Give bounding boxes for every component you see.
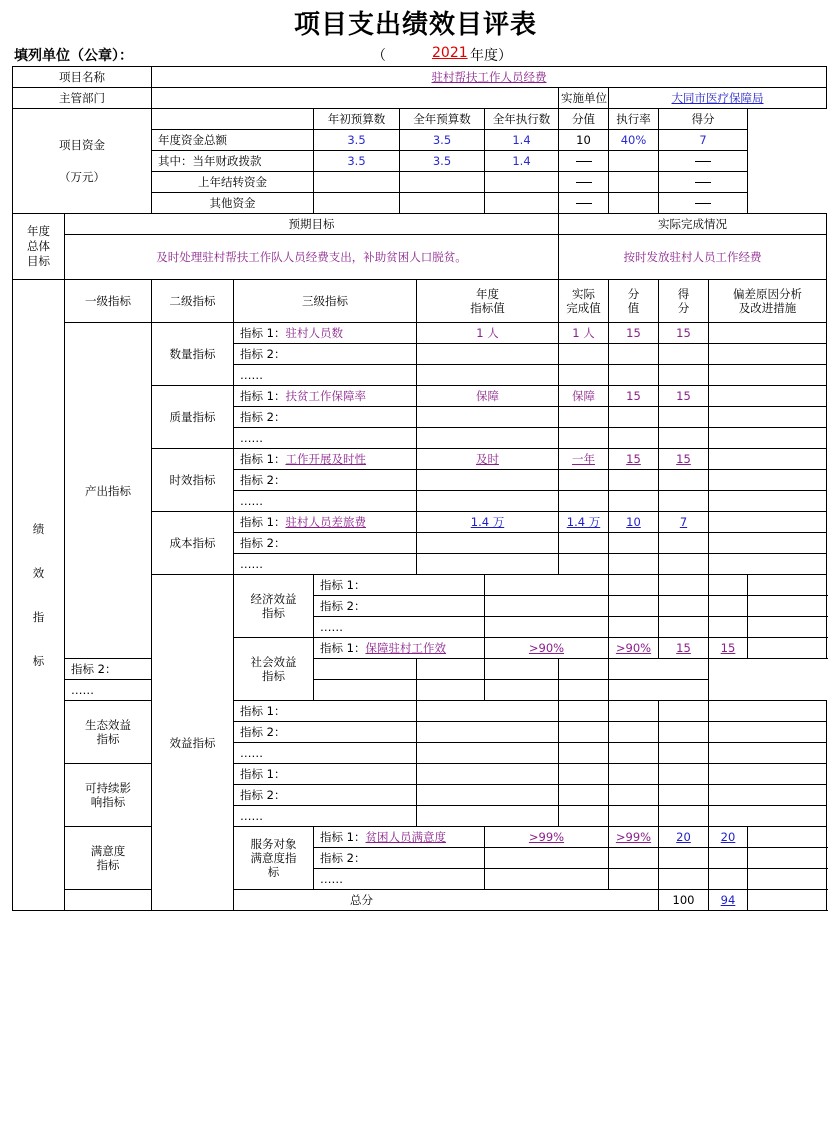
indicator-name[interactable]: …… bbox=[234, 743, 417, 764]
indicator-name[interactable]: 指标 2： bbox=[234, 722, 417, 743]
indicator-analysis[interactable] bbox=[709, 386, 827, 407]
score-header: 得 分 bbox=[659, 280, 709, 323]
indicator-actual[interactable]: >99% bbox=[609, 827, 659, 848]
funds-blank-header bbox=[152, 109, 314, 130]
perf-side-label: 绩 效 指 标 bbox=[13, 280, 65, 911]
goals-content-row bbox=[13, 235, 827, 280]
indicator-name[interactable]: 指标 2： bbox=[234, 533, 417, 554]
score-value-header: 分 值 bbox=[609, 280, 659, 323]
indicator-actual[interactable]: >90% bbox=[609, 638, 659, 659]
goals-header-row bbox=[13, 214, 827, 235]
level1-header: 一级指标 bbox=[65, 280, 152, 323]
indicator-target[interactable]: 1 人 bbox=[417, 323, 559, 344]
indicator-row bbox=[13, 659, 827, 680]
dash-mark bbox=[695, 203, 711, 204]
funds-rate[interactable]: 40% bbox=[609, 130, 659, 151]
analysis-header: 偏差原因分析 及改进措施 bbox=[709, 280, 827, 323]
actual-goal-header: 实际完成情况 bbox=[559, 214, 827, 235]
indicator-actual[interactable]: 1.4 万 bbox=[559, 512, 609, 533]
total-analysis[interactable] bbox=[748, 890, 827, 911]
funds-rate[interactable] bbox=[609, 172, 659, 193]
funds-annual[interactable]: 3.5 bbox=[400, 130, 485, 151]
quantity-indicator-label: 数量指标 bbox=[152, 323, 234, 386]
filler-row bbox=[12, 44, 826, 64]
funds-executed[interactable]: 1.4 bbox=[485, 151, 559, 172]
dept-label: 主管部门 bbox=[13, 88, 152, 109]
funds-score[interactable] bbox=[659, 151, 748, 172]
page-title: 项目支出绩效目评表 bbox=[293, 10, 537, 40]
indicator-actual[interactable]: 保障 bbox=[559, 386, 609, 407]
level2-header: 二级指标 bbox=[152, 280, 234, 323]
indicator-score[interactable]: 7 bbox=[659, 512, 709, 533]
funds-label: 项目资金 （万元） bbox=[13, 109, 152, 214]
funds-executed[interactable]: 1.4 bbox=[485, 130, 559, 151]
funds-score-value[interactable]: 10 bbox=[559, 130, 609, 151]
indicator-analysis[interactable] bbox=[748, 827, 827, 848]
funds-row-name: 其他资金 bbox=[152, 193, 314, 214]
funds-header-initial: 年初预算数 bbox=[314, 109, 400, 130]
dash-mark bbox=[576, 161, 592, 162]
indicator-name[interactable]: 指标 1：工作开展及时性 bbox=[234, 449, 417, 470]
cost-indicator-label: 成本指标 bbox=[152, 512, 234, 575]
funds-executed[interactable] bbox=[485, 172, 559, 193]
indicator-name[interactable]: 指标 2： bbox=[234, 344, 417, 365]
filler-label: 填列单位（公章）： bbox=[14, 48, 133, 64]
indicator-name[interactable]: …… bbox=[234, 365, 417, 386]
dash-mark bbox=[576, 203, 592, 204]
indicator-name[interactable]: 指标 2： bbox=[234, 407, 417, 428]
indicator-score[interactable]: 20 bbox=[709, 827, 748, 848]
funds-score-value[interactable] bbox=[559, 151, 609, 172]
funds-annual[interactable] bbox=[400, 172, 485, 193]
year-open-paren: （ bbox=[372, 48, 386, 64]
impl-value[interactable]: 大同市医疗保障局 bbox=[609, 88, 827, 109]
indicator-name[interactable]: 指标 2： bbox=[234, 470, 417, 491]
project-name-value[interactable]: 驻村帮扶工作人员经费 bbox=[152, 67, 827, 88]
funds-header-annual: 全年预算数 bbox=[400, 109, 485, 130]
output-indicators-label: 产出指标 bbox=[65, 323, 152, 659]
funds-header-executed: 全年执行数 bbox=[485, 109, 559, 130]
indicator-analysis[interactable] bbox=[709, 449, 827, 470]
indicator-name[interactable]: …… bbox=[234, 554, 417, 575]
satisfaction-indicators-label: 满意度 指标 bbox=[65, 827, 152, 890]
indicator-name[interactable]: 指标 2： bbox=[234, 785, 417, 806]
evaluation-table bbox=[12, 66, 827, 911]
social-indicator-label: 社会效益 指标 bbox=[234, 638, 314, 701]
actual-header: 实际 完成值 bbox=[559, 280, 609, 323]
project-name-row bbox=[13, 67, 827, 88]
indicator-score[interactable]: 15 bbox=[659, 323, 709, 344]
funds-score[interactable] bbox=[659, 172, 748, 193]
indicator-name[interactable]: 指标 1：驻村人员数 bbox=[234, 323, 417, 344]
indicator-score-value[interactable]: 10 bbox=[609, 512, 659, 533]
indicator-row bbox=[13, 680, 827, 701]
funds-header-row bbox=[13, 109, 827, 130]
funds-score[interactable] bbox=[659, 193, 748, 214]
indicator-score[interactable]: 15 bbox=[659, 386, 709, 407]
year-suffix: 年度） bbox=[470, 48, 512, 64]
indicator-name[interactable]: 指标 1： bbox=[234, 764, 417, 785]
indicator-name[interactable]: …… bbox=[65, 680, 314, 701]
target-header: 年度 指标值 bbox=[417, 280, 559, 323]
funds-header-rate: 执行率 bbox=[609, 109, 659, 130]
funds-initial[interactable] bbox=[314, 193, 400, 214]
indicator-name[interactable]: …… bbox=[234, 491, 417, 512]
indicator-actual[interactable]: 一年 bbox=[559, 449, 609, 470]
funds-score[interactable]: 7 bbox=[659, 130, 748, 151]
indicator-analysis[interactable] bbox=[709, 512, 827, 533]
goals-label: 年度 总体 目标 bbox=[13, 214, 65, 280]
indicator-score[interactable]: 15 bbox=[709, 638, 748, 659]
funds-row-name: 其中：当年财政拨款 bbox=[152, 151, 314, 172]
indicator-name[interactable]: …… bbox=[234, 428, 417, 449]
indicator-actual[interactable]: 1 人 bbox=[559, 323, 609, 344]
impl-label: 实施单位 bbox=[559, 88, 609, 109]
funds-initial[interactable]: 3.5 bbox=[314, 130, 400, 151]
total-row bbox=[13, 890, 827, 911]
indicator-row bbox=[13, 764, 827, 785]
indicator-target[interactable]: >99% bbox=[485, 827, 609, 848]
indicator-name[interactable]: 指标 2： bbox=[314, 848, 485, 869]
dept-value[interactable] bbox=[152, 88, 559, 109]
indicator-name[interactable]: …… bbox=[314, 617, 485, 638]
indicator-name[interactable]: …… bbox=[234, 806, 417, 827]
indicator-score[interactable]: 15 bbox=[659, 449, 709, 470]
indicator-name[interactable]: 指标 2： bbox=[314, 596, 485, 617]
funds-score-value[interactable] bbox=[559, 193, 609, 214]
timeliness-indicator-label: 时效指标 bbox=[152, 449, 234, 512]
level3-header: 三级指标 bbox=[234, 280, 417, 323]
funds-row-name: 上年结转资金 bbox=[152, 172, 314, 193]
indicator-target[interactable]: >90% bbox=[485, 638, 609, 659]
indicator-name[interactable]: 指标 1：驻村人员差旅费 bbox=[234, 512, 417, 533]
dash-mark bbox=[576, 182, 592, 183]
department-row bbox=[13, 88, 827, 109]
economic-indicator-label: 经济效益 指标 bbox=[234, 575, 314, 638]
funds-initial[interactable]: 3.5 bbox=[314, 151, 400, 172]
indicator-name[interactable]: 指标 1： bbox=[314, 575, 485, 596]
benefit-indicators-label: 效益指标 bbox=[152, 575, 234, 911]
indicator-row bbox=[13, 323, 827, 344]
dash-mark bbox=[695, 161, 711, 162]
indicator-name[interactable]: …… bbox=[314, 869, 485, 890]
funds-rate[interactable] bbox=[609, 193, 659, 214]
funds-initial[interactable] bbox=[314, 172, 400, 193]
funds-header-score: 得分 bbox=[659, 109, 748, 130]
indicator-score-value[interactable]: 15 bbox=[659, 638, 709, 659]
indicator-name[interactable]: 指标 1： bbox=[234, 701, 417, 722]
dash-mark bbox=[695, 182, 711, 183]
indicator-row bbox=[13, 701, 827, 722]
total-score[interactable]: 94 bbox=[709, 890, 748, 911]
indicator-analysis[interactable] bbox=[748, 638, 827, 659]
funds-annual[interactable]: 3.5 bbox=[400, 151, 485, 172]
indicator-row bbox=[13, 827, 827, 848]
funds-annual[interactable] bbox=[400, 193, 485, 214]
funds-score-value[interactable] bbox=[559, 172, 609, 193]
project-name-label: 项目名称 bbox=[13, 67, 152, 88]
indicator-name[interactable]: 指标 1：贫困人员满意度 bbox=[314, 827, 485, 848]
indicator-score-value[interactable]: 15 bbox=[609, 449, 659, 470]
indicator-name[interactable]: 指标 1：扶贫工作保障率 bbox=[234, 386, 417, 407]
indicator-analysis[interactable] bbox=[709, 323, 827, 344]
indicator-score-value[interactable]: 15 bbox=[609, 386, 659, 407]
indicator-target[interactable]: 1.4 万 bbox=[417, 512, 559, 533]
perf-header-row bbox=[13, 280, 827, 323]
indicator-target[interactable]: 保障 bbox=[417, 386, 559, 407]
indicator-name[interactable]: 指标 1：保障驻村工作效 bbox=[314, 638, 485, 659]
ecological-indicator-label: 生态效益 指标 bbox=[65, 701, 152, 764]
funds-header-score-value: 分值 bbox=[559, 109, 609, 130]
quality-indicator-label: 质量指标 bbox=[152, 386, 234, 449]
expected-goal[interactable]: 及时处理驻村帮扶工作队人员经费支出，补助贫困人口脱贫。 bbox=[65, 235, 559, 280]
funds-executed[interactable] bbox=[485, 193, 559, 214]
year-value[interactable]: 2021 bbox=[432, 45, 468, 61]
service-satisfaction-label: 服务对象 满意度指 标 bbox=[234, 827, 314, 890]
total-label: 总分 bbox=[65, 890, 659, 911]
indicator-score-value[interactable]: 20 bbox=[659, 827, 709, 848]
sustainable-indicator-label: 可持续影 响指标 bbox=[65, 764, 152, 827]
funds-rate[interactable] bbox=[609, 151, 659, 172]
indicator-name[interactable]: 指标 2： bbox=[65, 659, 314, 680]
actual-goal[interactable]: 按时发放驻村人员工作经费 bbox=[559, 235, 827, 280]
indicator-target[interactable]: 及时 bbox=[417, 449, 559, 470]
total-score-value[interactable]: 100 bbox=[659, 890, 709, 911]
indicator-score-value[interactable]: 15 bbox=[609, 323, 659, 344]
funds-row-name: 年度资金总额 bbox=[152, 130, 314, 151]
expected-goal-header: 预期目标 bbox=[65, 214, 559, 235]
